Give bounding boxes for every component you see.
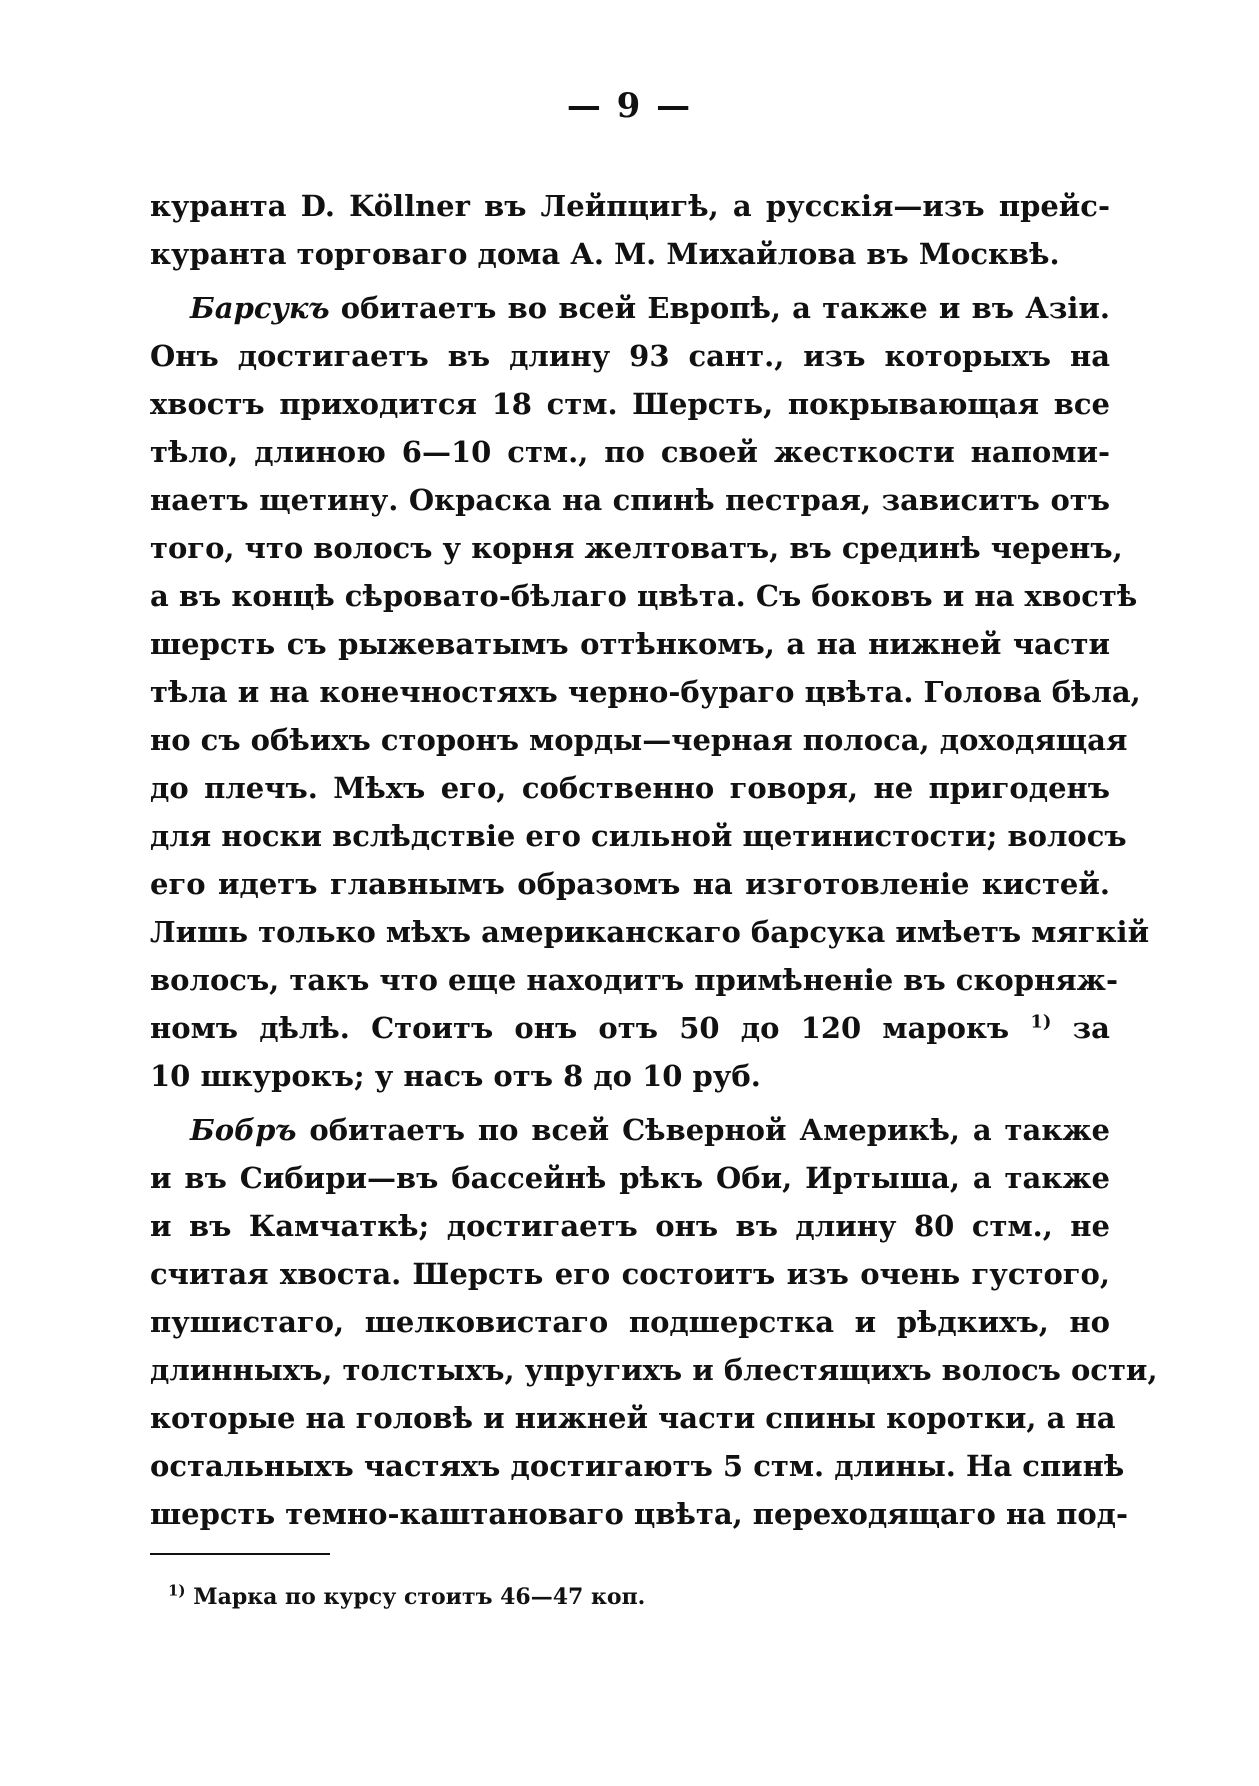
text-line: его идетъ главнымъ образомъ на изготовленіе кистей. (150, 867, 1110, 901)
body-text (150, 182, 1158, 1538)
text-line-with-footnote (150, 1004, 1110, 1052)
text-line: пушистаго, шелковистаго подшерстка и рѣдкихъ, но (150, 1305, 1110, 1339)
text-line: шерсть темно-каштановаго цвѣта, переходящаго на под- (150, 1497, 1129, 1531)
text-line: но съ обѣихъ сторонъ морды—черная полоса, доходящая (150, 723, 1128, 757)
text-line: куранта D. Köllner въ Лейпцигѣ, а русскія—изъ прейс- (150, 189, 1110, 223)
paragraph-start (150, 1106, 1110, 1154)
text-line: до плечъ. Мѣхъ его, собственно говоря, не пригоденъ (150, 771, 1110, 805)
term-badger: Барсукъ (190, 291, 330, 325)
text-line: наетъ щетину. Окраска на спинѣ пестрая, зависитъ отъ (150, 483, 1110, 517)
text-line: Онъ достигаетъ въ длину 93 сант., изъ которыхъ на (150, 339, 1110, 373)
text-line: шерсть съ рыжеватымъ оттѣнкомъ, а на нижней части (150, 627, 1110, 661)
term-beaver: Бобръ (190, 1113, 297, 1147)
text-line: 10 шкурокъ; у насъ отъ 8 до 10 руб. (150, 1059, 761, 1093)
text-line: куранта торговаго дома А. М. Михайлова въ Москвѣ. (150, 237, 1060, 271)
text-fragment: за (1072, 1011, 1110, 1045)
paragraph-start (150, 284, 1110, 332)
text-fragment: обитаетъ по всей Сѣверной Америкѣ, а также (309, 1113, 1110, 1147)
footnote (168, 1582, 645, 1612)
text-fragment: обитаетъ во всей Европѣ, а также и въ Азіи. (340, 291, 1110, 325)
page-number: — 9 — (566, 86, 693, 126)
text-fragment: номъ дѣлѣ. Стоитъ онъ отъ 50 до 120 марокъ (150, 1011, 1010, 1045)
text-line: считая хвоста. Шерсть его состоитъ изъ очень густого, (150, 1257, 1110, 1291)
text-line: для носки вслѣдствіе его сильной щетинистости; волосъ (150, 819, 1127, 853)
text-line: которые на головѣ и нижней части спины коротки, а на (150, 1401, 1116, 1435)
footnote-ref: 1) (1030, 1011, 1052, 1033)
text-line: хвостъ приходится 18 стм. Шерсть, покрывающая все (150, 387, 1110, 421)
footnote-marker: 1) (168, 1581, 186, 1600)
text-line: волосъ, такъ что еще находитъ примѣненіе въ скорняж- (150, 963, 1118, 997)
text-line: тѣла и на конечностяхъ черно-бураго цвѣта. Голова бѣла, (150, 675, 1141, 709)
text-line: остальныхъ частяхъ достигаютъ 5 стм. длины. На спинѣ (150, 1449, 1125, 1483)
footnote-divider (150, 1553, 330, 1555)
text-line: того, что волосъ у корня желтоватъ, въ срединѣ черенъ, (150, 531, 1123, 565)
text-line: длинныхъ, толстыхъ, упругихъ и блестящихъ волосъ ости, (150, 1353, 1158, 1387)
text-line: а въ концѣ сѣровато-бѣлаго цвѣта. Съ боковъ и на хвостѣ (150, 579, 1138, 613)
text-line: тѣло, длиною 6—10 стм., по своей жесткости напоми- (150, 435, 1110, 469)
text-line: и въ Сибири—въ бассейнѣ рѣкъ Оби, Иртыша, а также (150, 1161, 1110, 1195)
text-line: Лишь только мѣхъ американскаго барсука имѣетъ мягкій (150, 915, 1150, 949)
footnote-text: Марка по курсу стоитъ 46—47 коп. (193, 1584, 646, 1610)
text-line: и въ Камчаткѣ; достигаетъ онъ въ длину 80 стм., не (150, 1209, 1110, 1243)
